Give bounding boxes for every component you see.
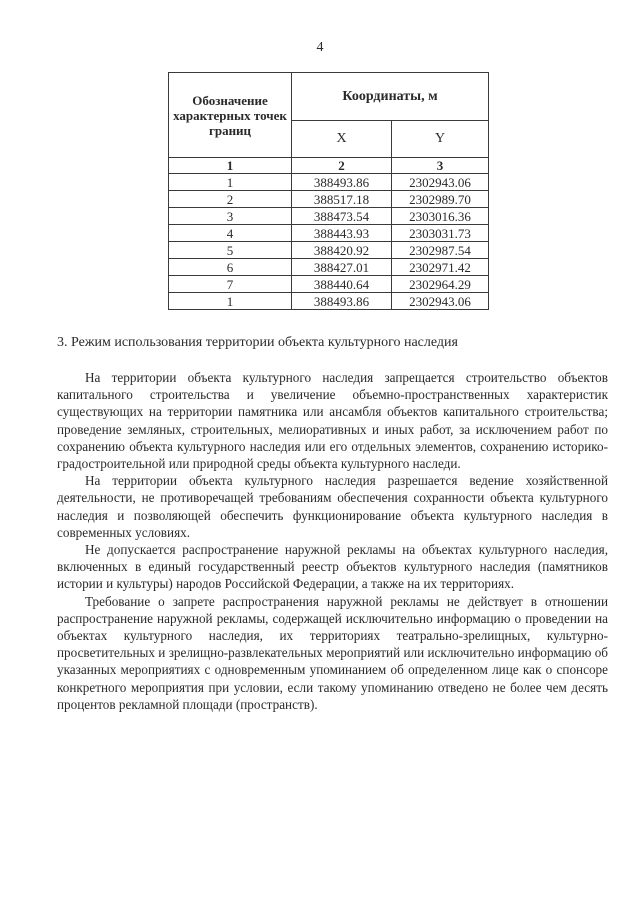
x-cell: 388440.64 (292, 276, 392, 293)
x-cell: 388517.18 (292, 191, 392, 208)
x-cell: 388427.01 (292, 259, 392, 276)
header-x: X (292, 120, 392, 157)
column-number-row (169, 158, 489, 174)
section-heading: 3. Режим использования территории объекта культурного наследия (57, 335, 458, 350)
table-row (169, 208, 489, 225)
x-cell: 388473.54 (292, 208, 392, 225)
y-cell: 2302943.06 (392, 174, 489, 191)
point-cell: 3 (169, 208, 292, 225)
y-cell: 2302989.70 (392, 191, 489, 208)
header-points-label: Обозначение характерных точек границ (169, 73, 292, 158)
header-y: Y (392, 120, 489, 157)
x-cell: 388493.86 (292, 293, 392, 310)
x-cell: 388420.92 (292, 242, 392, 259)
point-cell: 1 (169, 174, 292, 191)
coordinates-table (168, 72, 489, 310)
body-text (57, 369, 608, 713)
y-cell: 2303016.36 (392, 208, 489, 225)
header-coordinates: Координаты, м (292, 73, 489, 121)
table-row (169, 293, 489, 310)
y-cell: 2303031.73 (392, 225, 489, 242)
column-number: 1 (169, 158, 292, 174)
table-row (169, 276, 489, 293)
table-row (169, 174, 489, 191)
point-cell: 7 (169, 276, 292, 293)
x-cell: 388493.86 (292, 174, 392, 191)
page-number: 4 (316, 40, 324, 55)
point-cell: 2 (169, 191, 292, 208)
point-cell: 4 (169, 225, 292, 242)
point-cell: 1 (169, 293, 292, 310)
paragraph: Не допускается распространение наружной рекламы на объектах культурного наследия, включенных в единый государственный реестр объектов культурного наследия (памятников истории и культуры) народов Российской Федерации, а также на их территориях. (57, 542, 608, 592)
table-row (169, 242, 489, 259)
x-cell: 388443.93 (292, 225, 392, 242)
paragraph: Требование о запрете распространения наружной рекламы не действует в отношении распространение наружной рекламы, содержащей исключительно информацию о проведении на объектах культурного наследия, их территориях театрально-зрелищных, культурно-просветительных и зрелищно-развлекательных мероприятий или исключительно информацию об указанных мероприятиях с одновременным упоминанием об определенном лице как о спонсоре конкретного мероприятия при условии, если такому упоминанию отведено не более чем десять процентов рекламной площади (пространств). (57, 593, 608, 712)
y-cell: 2302964.29 (392, 276, 489, 293)
point-cell: 5 (169, 242, 292, 259)
paragraph: На территории объекта культурного наследия разрешается ведение хозяйственной деятельности, не противоречащей требованиям обеспечения сохранности объекта культурного наследия и позволяющей обеспечить функционирование объекта культурного наследия в современных условиях. (57, 473, 608, 540)
point-cell: 6 (169, 259, 292, 276)
table-row (169, 191, 489, 208)
y-cell: 2302943.06 (392, 293, 489, 310)
column-number: 2 (292, 158, 392, 174)
y-cell: 2302971.42 (392, 259, 489, 276)
paragraph: На территории объекта культурного наследия запрещается строительство объектов капитального строительства и увеличение объемно-пространственных характеристик существующих на территории памятника или ансамбля объектов капитального строительства; проведение земляных, строительных, мелиоративных и иных работ, за исключением работ по сохранению объекта культурного наследия или его отдельных элементов, сохранению историко-градостроительной или природной среды объекта культурного наследи. (57, 370, 608, 472)
column-number: 3 (392, 158, 489, 174)
table-row (169, 225, 489, 242)
y-cell: 2302987.54 (392, 242, 489, 259)
table-header-row (169, 73, 489, 121)
table-row (169, 259, 489, 276)
